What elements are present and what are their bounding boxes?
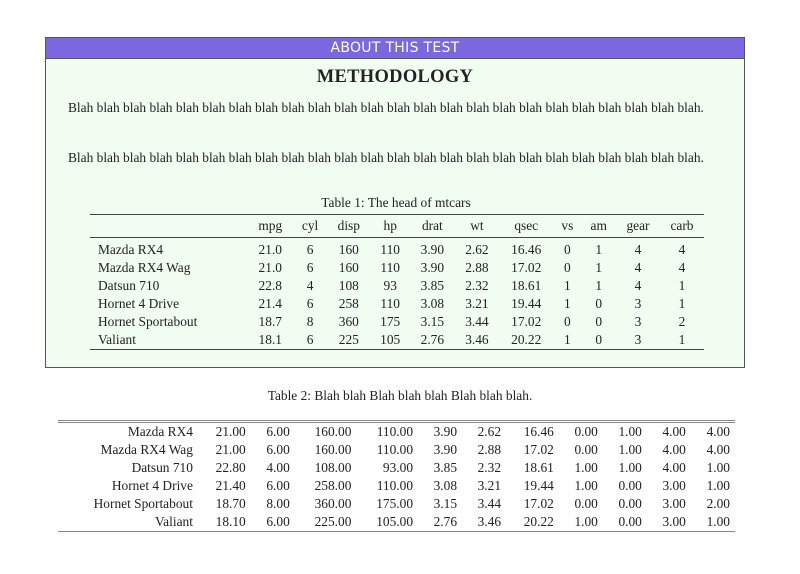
column-header: gear [626,218,650,233]
table-cell: 1 [678,296,686,311]
column-header: hp [383,218,397,233]
table-cell: 3.46 [465,332,489,347]
table-cell: 18.10 [215,514,246,529]
table-cell: 3.85 [433,460,458,475]
table-cell: 3.08 [420,296,445,311]
table-cell: 1 [595,260,603,275]
table-cell: 16.46 [511,242,542,257]
table-cell: 105.00 [376,514,414,529]
table-cell: 3.00 [662,478,686,493]
table-cell: 6 [306,260,314,275]
table-cell: 0 [595,314,603,329]
table-cell: 2.88 [477,442,502,457]
column-header: qsec [514,218,539,233]
table-cell: 0 [563,260,571,275]
table-row [90,295,704,313]
table-cell: 93.00 [382,460,414,475]
table-cell: 8 [306,314,314,329]
column-header: disp [337,218,360,233]
table-cell: 18.61 [523,460,554,475]
table-cell: 1 [563,332,571,347]
table-cell: 1 [595,278,603,293]
table-cell: 3.21 [477,478,502,493]
table-cell: 3.15 [420,314,445,329]
table-cell: 0.00 [574,442,598,457]
column-header: mpg [258,218,283,233]
table-cell: 4 [306,278,314,293]
table-cell: 3.44 [465,314,489,329]
table-cell: 6 [306,242,314,257]
table-cell: 3.00 [662,496,686,511]
table-cell: 6.00 [266,424,290,439]
table-cell: 175 [380,314,401,329]
row-label: Mazda RX4 Wag [100,442,193,457]
row-label: Hornet Sportabout [93,496,193,511]
table-cell: 17.02 [511,260,542,275]
table-cell: 110.00 [376,424,414,439]
table-cell: 1.00 [574,478,598,493]
table-cell: 0 [595,296,603,311]
table-cell: 1 [563,278,571,293]
table-cell: 2.88 [465,260,489,275]
table-cell: 21.00 [215,424,246,439]
table-cell: 3.15 [433,496,458,511]
table-cell: 1.00 [574,460,598,475]
table-cell: 17.02 [523,496,554,511]
table-cell: 4.00 [706,442,730,457]
table-cell: 0.00 [618,514,642,529]
table-cell: 1 [563,296,571,311]
row-label: Mazda RX4 Wag [98,260,191,275]
table-cell: 4.00 [662,442,686,457]
table-row [90,331,704,350]
table-cell: 108 [338,278,359,293]
table-cell: 4 [634,260,642,275]
table-cell: 110.00 [376,478,414,493]
table-cell: 18.61 [511,278,542,293]
table-cell: 4 [678,242,686,257]
table-cell: 4.00 [266,460,290,475]
table-cell: 21.4 [258,296,282,311]
table-row [58,477,735,495]
table-cell: 1.00 [706,514,730,529]
column-header: cyl [301,218,319,233]
table-cell: 175.00 [376,496,414,511]
row-label: Datsun 710 [131,460,193,475]
table-cell: 3 [634,314,642,329]
table-row [58,459,735,477]
methodology-title: METHODOLOGY [316,67,474,87]
table-cell: 3.90 [433,424,458,439]
table-cell: 1 [678,278,686,293]
table-cell: 2.62 [477,424,502,439]
table-cell: 21.0 [258,242,282,257]
table-cell: 3.44 [477,496,502,511]
row-label: Hornet 4 Drive [98,296,180,311]
table-cell: 3.46 [477,514,502,529]
table-cell: 3.21 [465,296,489,311]
table-cell: 2.32 [465,278,489,293]
table-cell: 3.90 [420,260,445,275]
column-header [90,215,248,238]
table-cell: 4 [678,260,686,275]
table-cell: 110 [380,296,400,311]
table-cell: 19.44 [523,478,554,493]
table-cell: 360.00 [314,496,352,511]
table-cell: 258 [338,296,359,311]
table-cell: 2 [678,314,686,329]
table2-caption: Table 2: Blah blah Blah blah blah Blah blah blah. [267,388,533,403]
table-row [90,313,704,331]
table-cell: 21.0 [258,260,282,275]
table-cell: 1.00 [618,460,642,475]
table-cell: 20.22 [511,332,542,347]
table-cell: 4 [634,242,642,257]
column-header: drat [421,218,443,233]
table-cell: 18.1 [258,332,282,347]
paragraph-1: Blah blah blah blah blah blah blah blah blah blah blah blah blah blah blah blah blah blah blah blah blah blah blah blah. [68,100,704,115]
table-cell: 258.00 [314,478,352,493]
table-cell: 3.08 [433,478,458,493]
table-cell: 1.00 [574,514,598,529]
table-cell: 225 [338,332,359,347]
table-cell: 21.00 [215,442,246,457]
table-cell: 21.40 [215,478,246,493]
table-cell: 4.00 [662,424,686,439]
row-label: Mazda RX4 [127,424,193,439]
table-cell: 1.00 [618,442,642,457]
column-header: carb [670,218,694,233]
table-cell: 0.00 [574,496,598,511]
table-cell: 17.02 [511,314,542,329]
column-header: vs [561,218,574,233]
box-header: ABOUT THIS TEST [46,38,744,59]
table-cell: 8.00 [266,496,290,511]
table-cell: 3.85 [420,278,445,293]
table-cell: 18.70 [215,496,246,511]
row-label: Mazda RX4 [98,242,164,257]
table-2 [58,420,735,532]
table-cell: 93 [383,278,397,293]
table-cell: 16.46 [523,424,554,439]
table-cell: 6.00 [266,442,290,457]
table-cell: 0 [595,332,603,347]
row-label: Valiant [98,332,136,347]
table-cell: 6.00 [266,478,290,493]
table-cell: 225.00 [314,514,352,529]
table-row [90,259,704,277]
table-1-mtcars-head [90,214,704,350]
table-row [90,277,704,295]
table1-caption: Table 1: The head of mtcars [321,195,471,210]
table-cell: 1.00 [706,460,730,475]
table-cell: 2.00 [706,496,730,511]
about-this-test-box [45,37,745,368]
table-cell: 4.00 [662,460,686,475]
table-cell: 2.76 [433,514,458,529]
table-cell: 160 [338,242,359,257]
table-cell: 110 [380,260,400,275]
table-row [58,441,735,459]
table-cell: 0.00 [618,496,642,511]
row-label: Datsun 710 [98,278,160,293]
table-cell: 22.8 [258,278,282,293]
table-cell: 0 [563,242,571,257]
paragraph-2: Blah blah blah blah blah blah blah blah blah blah blah blah blah blah blah blah blah blah blah blah blah blah blah blah. [68,150,704,165]
table-cell: 360 [338,314,359,329]
table-cell: 4.00 [706,424,730,439]
table-cell: 3.00 [662,514,686,529]
column-header: am [590,218,607,233]
table-cell: 160.00 [314,442,352,457]
table-cell: 3 [634,332,642,347]
table-cell: 19.44 [511,296,542,311]
table-cell: 110 [380,242,400,257]
column-header: wt [470,218,484,233]
table-cell: 3 [634,296,642,311]
table-cell: 160.00 [314,424,352,439]
table-cell: 110.00 [376,442,414,457]
table-cell: 3.90 [433,442,458,457]
row-label: Hornet 4 Drive [111,478,193,493]
table-cell: 160 [338,260,359,275]
table-cell: 22.80 [215,460,246,475]
table-cell: 4 [634,278,642,293]
table-cell: 6 [306,296,314,311]
table-cell: 1 [595,242,603,257]
table-cell: 6 [306,332,314,347]
table-cell: 0 [563,314,571,329]
row-label: Hornet Sportabout [98,314,198,329]
table-cell: 2.76 [420,332,445,347]
table1-header-row [90,215,704,238]
table-cell: 3.90 [420,242,445,257]
table-cell: 2.62 [465,242,489,257]
table-row [90,238,704,260]
table-cell: 0.00 [618,478,642,493]
table-cell: 6.00 [266,514,290,529]
table-cell: 108.00 [314,460,352,475]
table-cell: 0.00 [574,424,598,439]
table-cell: 18.7 [258,314,282,329]
table-cell: 1 [678,332,686,347]
table-cell: 1.00 [706,478,730,493]
row-label: Valiant [155,514,193,529]
table-cell: 17.02 [523,442,554,457]
table-cell: 1.00 [618,424,642,439]
table-cell: 2.32 [477,460,502,475]
table-row [58,422,735,442]
table-cell: 105 [380,332,401,347]
table-row [58,495,735,513]
table-row [58,513,735,532]
table-cell: 20.22 [523,514,554,529]
